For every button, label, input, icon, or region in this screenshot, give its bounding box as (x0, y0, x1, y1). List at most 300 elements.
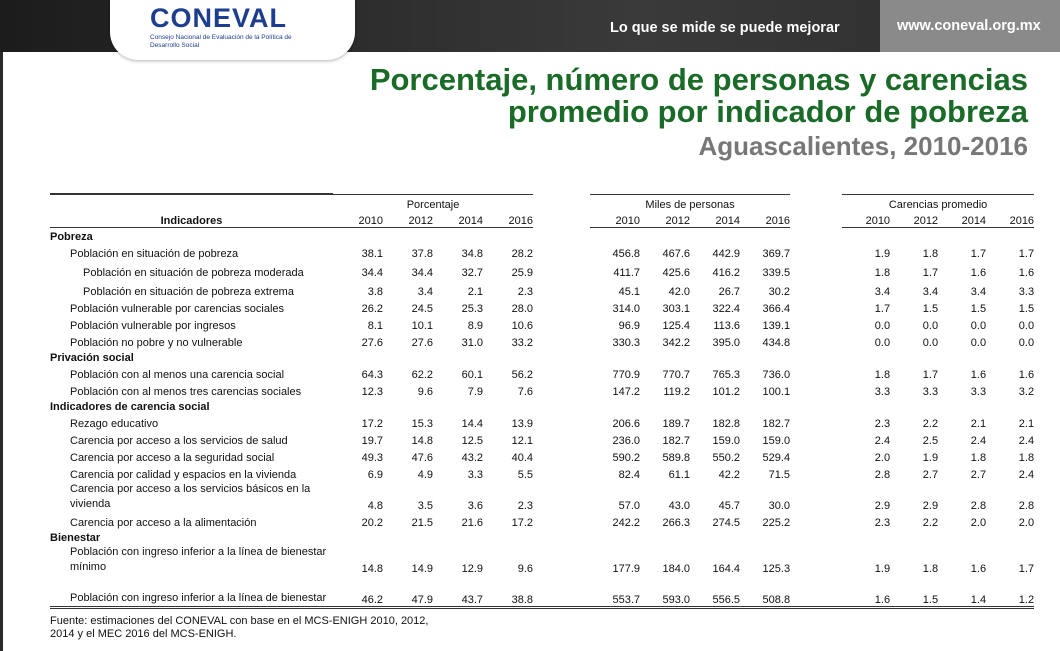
value-cell-miles: 266.3 (662, 516, 691, 529)
spacer-cell (790, 194, 842, 211)
value-cell-pct: 3.4 (417, 285, 433, 298)
value-cell-miles: 366.4 (762, 302, 791, 315)
value-cell-pct: 7.6 (517, 385, 534, 398)
value-cell-car: 1.6 (842, 575, 890, 608)
value-cell-miles: 456.8 (612, 247, 641, 260)
table-row (50, 430, 1034, 447)
value-cell-car: 2.9 (874, 499, 891, 512)
spacer-cell (533, 447, 590, 464)
value-cell-miles: 61.1 (668, 468, 691, 481)
value-cell-miles: 177.9 (612, 562, 641, 575)
value-cell-miles: 45.1 (618, 285, 641, 298)
value-cell-pct: 26.2 (361, 302, 383, 315)
row-label: Población no pobre y no vulnerable (70, 336, 243, 349)
value-cell-miles: 411.7 (613, 266, 641, 279)
value-cell-car: 2.1 (1018, 417, 1035, 430)
value-cell-car: 2.3 (874, 417, 891, 430)
value-cell-pct: 60.1 (461, 368, 483, 381)
value-cell-pct: 14.9 (411, 562, 433, 575)
value-cell-pct: 12.5 (461, 434, 483, 447)
value-cell-miles: 96.9 (618, 319, 641, 332)
section-title: Pobreza (50, 230, 93, 243)
value-cell-pct: 34.4 (361, 266, 383, 279)
value-cell-pct: 34.4 (411, 266, 433, 279)
row-label: Rezago educativo (70, 417, 159, 430)
value-cell-pct: 10.6 (511, 319, 534, 332)
value-cell-miles: 113.6 (713, 319, 741, 332)
value-cell-pct: 40.4 (511, 451, 534, 464)
value-cell-car: 3.3 (1018, 285, 1035, 298)
value-cell-pct: 2.1 (467, 285, 483, 298)
value-cell-car: 1.7 (922, 266, 939, 279)
value-cell-car: 3.4 (874, 285, 891, 298)
value-cell-pct: 38.1 (361, 247, 383, 260)
value-cell-miles: 30.0 (768, 499, 791, 512)
spacer-cell (533, 298, 590, 315)
value-cell-car: 3.4 (970, 285, 987, 298)
value-cell-car: 2.9 (922, 499, 939, 512)
value-cell-miles: 147.2 (612, 385, 641, 398)
section-title: Indicadores de carencia social (50, 400, 210, 413)
site-url[interactable]: www.coneval.org.mx (897, 18, 1041, 34)
value-cell-miles: 330.3 (612, 336, 641, 349)
value-cell-miles: 553.7 (590, 575, 640, 608)
value-cell-car: 1.5 (922, 302, 939, 315)
value-cell-car: 1.9 (874, 562, 891, 575)
year-header: 2012 (640, 211, 690, 228)
value-cell-pct: 46.2 (333, 575, 383, 608)
row-label: Población con al menos tres carencias sociales (70, 385, 302, 398)
title-line-2: promedio por indicador de pobreza (507, 94, 1028, 129)
value-cell-miles: 529.4 (762, 451, 791, 464)
spacer-cell (533, 279, 590, 298)
slogan: Lo que se mide se puede mejorar (610, 20, 840, 36)
value-cell-pct: 4.8 (367, 499, 383, 512)
value-cell-car: 2.0 (1018, 516, 1035, 529)
row-label: Carencia por acceso a los servicios básicos en la vivienda (70, 482, 311, 510)
footnote-line-2: 2014 y el MEC 2016 del MCS-ENIGH. (50, 628, 237, 640)
row-label: Población con ingreso inferior a la línea de bienestar mínimo (70, 545, 327, 573)
page-title (370, 64, 1028, 128)
value-cell-car: 1.8 (922, 562, 939, 575)
value-cell-miles: 369.7 (762, 247, 791, 260)
value-cell-miles: 314.0 (612, 302, 641, 315)
value-cell-car: 2.0 (874, 451, 891, 464)
value-cell-car: 3.3 (874, 385, 891, 398)
value-cell-pct: 3.6 (467, 499, 483, 512)
value-cell-car: 2.4 (1018, 434, 1035, 447)
value-cell-pct: 13.9 (511, 417, 534, 430)
spacer-cell (790, 211, 842, 228)
group-header: Porcentaje (333, 194, 533, 211)
year-header: 2012 (890, 211, 938, 228)
value-cell-miles: 182.7 (762, 417, 791, 430)
coneval-logo[interactable] (110, 0, 355, 60)
year-header: 2014 (433, 211, 483, 228)
value-cell-miles: 442.9 (712, 247, 741, 260)
section-filler (333, 227, 1034, 243)
value-cell-pct: 34.8 (461, 247, 483, 260)
year-header: 2012 (383, 211, 433, 228)
value-cell-miles: 236.0 (612, 434, 641, 447)
year-header: 2016 (740, 211, 790, 228)
group-header: Carencias promedio (842, 194, 1034, 211)
value-cell-miles: 550.2 (712, 451, 741, 464)
value-cell-car: 3.3 (922, 385, 939, 398)
row-label: Carencia por acceso a la alimentación (70, 516, 257, 529)
spacer-cell (533, 260, 590, 279)
value-cell-car: 1.6 (970, 562, 987, 575)
row-label: Carencia por acceso a los servicios de salud (70, 434, 288, 447)
section-row (50, 227, 1034, 243)
spacer-cell (790, 512, 842, 529)
value-cell-miles: 342.2 (662, 336, 691, 349)
value-cell-car: 0.0 (874, 319, 891, 332)
spacer-cell (533, 464, 590, 481)
section-filler (333, 349, 1034, 364)
value-cell-miles: 82.4 (618, 468, 641, 481)
value-cell-miles: 100.1 (762, 385, 791, 398)
value-cell-miles: 416.2 (712, 266, 741, 279)
value-cell-pct: 14.8 (361, 562, 383, 575)
year-header: 2014 (938, 211, 986, 228)
value-cell-car: 1.8 (1018, 451, 1035, 464)
value-cell-miles: 339.5 (762, 266, 791, 279)
value-cell-car: 1.4 (938, 575, 986, 608)
spacer-cell (533, 413, 590, 430)
value-cell-car: 0.0 (922, 336, 939, 349)
value-cell-car: 1.9 (922, 451, 939, 464)
spacer-cell (533, 544, 590, 575)
value-cell-miles: 164.4 (712, 562, 741, 575)
value-cell-pct: 33.2 (511, 336, 534, 349)
value-cell-pct: 43.7 (433, 575, 483, 608)
value-cell-miles: 184.0 (662, 562, 691, 575)
table-row (50, 464, 1034, 481)
value-cell-miles: 590.2 (612, 451, 641, 464)
value-cell-car: 1.8 (874, 368, 891, 381)
spacer-cell (533, 364, 590, 381)
value-cell-miles: 189.7 (662, 417, 691, 430)
year-header: 2010 (333, 211, 383, 228)
spacer-cell (790, 544, 842, 575)
value-cell-miles: 101.2 (712, 385, 741, 398)
spacer-cell (533, 315, 590, 332)
value-cell-car: 2.4 (874, 434, 891, 447)
value-cell-pct: 49.3 (361, 451, 383, 464)
value-cell-car: 2.4 (1018, 468, 1035, 481)
value-cell-miles: 159.0 (762, 434, 791, 447)
value-cell-pct: 19.7 (361, 434, 383, 447)
value-cell-car: 1.2 (986, 575, 1034, 608)
value-cell-miles: 119.2 (663, 385, 691, 398)
spacer-cell (790, 575, 842, 608)
value-cell-pct: 8.1 (367, 319, 383, 332)
year-header: 2010 (590, 211, 640, 228)
row-label: Población con ingreso inferior a la línea de bienestar (50, 575, 333, 608)
row-label: Población en situación de pobreza moderada (83, 266, 304, 279)
value-cell-car: 1.7 (1018, 562, 1035, 575)
value-cell-miles: 125.3 (762, 562, 791, 575)
value-cell-pct: 12.1 (511, 434, 534, 447)
table-row (50, 512, 1034, 529)
value-cell-miles: 274.5 (712, 516, 741, 529)
value-cell-car: 2.3 (874, 516, 891, 529)
value-cell-pct: 2.3 (517, 285, 534, 298)
value-cell-car: 1.5 (890, 575, 938, 608)
table-row (50, 364, 1034, 381)
value-cell-miles: 589.8 (662, 451, 691, 464)
value-cell-car: 0.0 (1018, 336, 1035, 349)
row-label: Carencia por calidad y espacios en la vivienda (70, 468, 297, 481)
spacer-cell (790, 430, 842, 447)
value-cell-car: 2.8 (1018, 499, 1035, 512)
value-cell-pct: 25.9 (511, 266, 534, 279)
value-cell-pct: 7.9 (467, 385, 483, 398)
value-cell-pct: 31.0 (461, 336, 483, 349)
value-cell-pct: 25.3 (461, 302, 483, 315)
value-cell-pct: 2.3 (517, 499, 534, 512)
row-label: Población vulnerable por ingresos (70, 319, 236, 332)
row-label: Población con al menos una carencia social (70, 368, 285, 381)
value-cell-miles: 45.7 (718, 499, 741, 512)
value-cell-car: 0.0 (970, 336, 987, 349)
indicator-header: Indicadores (50, 194, 333, 227)
value-cell-car: 3.3 (970, 385, 987, 398)
spacer-cell (790, 332, 842, 349)
spacer-cell (790, 315, 842, 332)
value-cell-car: 2.0 (970, 516, 987, 529)
table-row (50, 544, 1034, 575)
value-cell-miles: 593.0 (640, 575, 690, 608)
value-cell-car: 1.6 (970, 266, 987, 279)
year-header: 2010 (842, 211, 890, 228)
spacer-cell (533, 430, 590, 447)
footnote-line-1: Fuente: estimaciones del CONEVAL con base en el MCS-ENIGH 2010, 2012, (50, 615, 429, 627)
value-cell-pct: 10.1 (411, 319, 433, 332)
value-cell-pct: 37.8 (411, 247, 433, 260)
section-title: Privación social (50, 351, 134, 364)
value-cell-miles: 770.7 (662, 368, 691, 381)
value-cell-pct: 43.2 (461, 451, 483, 464)
value-cell-miles: 765.3 (712, 368, 741, 381)
value-cell-car: 1.6 (970, 368, 987, 381)
value-cell-car: 1.6 (1018, 368, 1035, 381)
footnote (50, 615, 428, 641)
value-cell-car: 1.7 (922, 368, 939, 381)
value-cell-car: 0.0 (1018, 319, 1035, 332)
group-header: Miles de personas (590, 194, 790, 211)
value-cell-car: 2.2 (922, 516, 939, 529)
spacer-cell (790, 364, 842, 381)
year-header: 2014 (690, 211, 740, 228)
table-row (50, 298, 1034, 315)
row-label: Población en situación de pobreza (70, 247, 239, 260)
spacer-cell (790, 298, 842, 315)
value-cell-miles: 467.6 (662, 247, 691, 260)
value-cell-car: 1.8 (970, 451, 987, 464)
value-cell-miles: 182.8 (712, 417, 741, 430)
value-cell-car: 0.0 (874, 336, 891, 349)
value-cell-car: 1.6 (1018, 266, 1035, 279)
value-cell-car: 3.4 (922, 285, 939, 298)
poverty-indicators-table (50, 193, 1034, 609)
table-row (50, 575, 1034, 608)
value-cell-miles: 125.4 (662, 319, 691, 332)
value-cell-miles: 556.5 (690, 575, 740, 608)
value-cell-pct: 12.3 (361, 385, 383, 398)
value-cell-pct: 28.2 (511, 247, 534, 260)
value-cell-miles: 139.1 (762, 319, 791, 332)
value-cell-car: 1.9 (874, 247, 891, 260)
value-cell-pct: 9.6 (517, 562, 534, 575)
value-cell-car: 1.8 (922, 247, 939, 260)
row-label: Población en situación de pobreza extrema (83, 285, 294, 298)
spacer-cell (790, 464, 842, 481)
value-cell-miles: 182.7 (662, 434, 691, 447)
value-cell-pct: 27.6 (361, 336, 383, 349)
value-cell-car: 1.7 (970, 247, 987, 260)
value-cell-pct: 38.8 (483, 575, 533, 608)
spacer-cell (533, 575, 590, 608)
value-cell-miles: 43.0 (668, 499, 691, 512)
value-cell-pct: 8.9 (467, 319, 483, 332)
spacer-cell (790, 413, 842, 430)
value-cell-pct: 3.5 (417, 499, 433, 512)
table-row (50, 315, 1034, 332)
table-row (50, 447, 1034, 464)
spacer-cell (790, 279, 842, 298)
value-cell-car: 2.4 (970, 434, 987, 447)
spacer-cell (790, 260, 842, 279)
row-label: Carencia por acceso a la seguridad social (70, 451, 275, 464)
value-cell-miles: 434.8 (762, 336, 791, 349)
value-cell-pct: 21.5 (411, 516, 433, 529)
title-line-1: Porcentaje, número de personas y carencias (369, 62, 1028, 97)
value-cell-pct: 15.3 (411, 417, 433, 430)
value-cell-miles: 395.0 (712, 336, 741, 349)
value-cell-pct: 5.5 (517, 468, 534, 481)
value-cell-miles: 322.4 (712, 302, 741, 315)
value-cell-car: 2.2 (922, 417, 939, 430)
logo-wordmark: CONEVAL (150, 3, 288, 33)
left-border (0, 52, 3, 651)
value-cell-car: 2.7 (970, 468, 987, 481)
section-filler (333, 398, 1034, 413)
value-cell-miles: 206.6 (612, 417, 641, 430)
value-cell-car: 3.2 (1018, 385, 1035, 398)
spacer-cell (790, 447, 842, 464)
value-cell-miles: 425.6 (662, 266, 691, 279)
spacer-cell (533, 381, 590, 398)
value-cell-car: 2.5 (922, 434, 939, 447)
value-cell-car: 1.5 (1018, 302, 1035, 315)
value-cell-car: 1.5 (970, 302, 987, 315)
value-cell-pct: 6.9 (367, 468, 383, 481)
value-cell-pct: 47.9 (383, 575, 433, 608)
table-row (50, 243, 1034, 260)
value-cell-pct: 9.6 (417, 385, 433, 398)
table-row (50, 332, 1034, 349)
section-row (50, 529, 1034, 544)
value-cell-car: 1.7 (1018, 247, 1035, 260)
section-row (50, 349, 1034, 364)
value-cell-car: 2.7 (922, 468, 939, 481)
value-cell-pct: 64.3 (361, 368, 383, 381)
value-cell-miles: 736.0 (762, 368, 791, 381)
table-row (50, 413, 1034, 430)
section-filler (333, 529, 1034, 544)
value-cell-pct: 14.8 (411, 434, 433, 447)
value-cell-car: 0.0 (922, 319, 939, 332)
year-header: 2016 (483, 211, 533, 228)
value-cell-pct: 56.2 (511, 368, 534, 381)
value-cell-pct: 32.7 (461, 266, 483, 279)
value-cell-miles: 42.2 (718, 468, 741, 481)
page-subtitle: Aguascalientes, 2010-2016 (698, 131, 1028, 161)
table-row (50, 481, 1034, 512)
spacer-cell (533, 194, 590, 211)
value-cell-pct: 14.4 (461, 417, 483, 430)
value-cell-miles: 71.5 (768, 468, 791, 481)
value-cell-pct: 27.6 (411, 336, 433, 349)
value-cell-miles: 26.7 (718, 285, 741, 298)
value-cell-pct: 20.2 (361, 516, 383, 529)
value-cell-car: 0.0 (970, 319, 987, 332)
value-cell-pct: 4.9 (417, 468, 433, 481)
value-cell-pct: 21.6 (461, 516, 483, 529)
year-header: 2016 (986, 211, 1034, 228)
value-cell-pct: 24.5 (411, 302, 433, 315)
table-row (50, 381, 1034, 398)
value-cell-pct: 12.9 (461, 562, 483, 575)
spacer-cell (533, 481, 590, 512)
value-cell-pct: 17.2 (511, 516, 534, 529)
value-cell-miles: 42.0 (668, 285, 691, 298)
value-cell-car: 2.1 (970, 417, 987, 430)
value-cell-miles: 159.0 (712, 434, 741, 447)
section-title: Bienestar (50, 531, 101, 544)
row-label: Población vulnerable por carencias sociales (70, 302, 285, 315)
value-cell-pct: 17.2 (361, 417, 383, 430)
spacer-cell (533, 332, 590, 349)
spacer-cell (790, 481, 842, 512)
section-row (50, 398, 1034, 413)
value-cell-miles: 242.2 (612, 516, 641, 529)
value-cell-pct: 3.8 (367, 285, 383, 298)
table-row (50, 260, 1034, 279)
value-cell-car: 1.8 (874, 266, 891, 279)
value-cell-miles: 30.2 (768, 285, 791, 298)
value-cell-car: 1.7 (874, 302, 891, 315)
table-row (50, 279, 1034, 298)
header-row-groups (50, 194, 1034, 211)
value-cell-pct: 28.0 (511, 302, 534, 315)
logo-subtitle: Consejo Nacional de Evaluación de la Política de Desarrollo Social (150, 34, 292, 49)
value-cell-car: 2.8 (874, 468, 891, 481)
value-cell-pct: 3.3 (467, 468, 483, 481)
spacer-cell (790, 381, 842, 398)
value-cell-car: 2.8 (970, 499, 987, 512)
spacer-cell (533, 211, 590, 228)
spacer-cell (533, 512, 590, 529)
spacer-cell (790, 243, 842, 260)
value-cell-miles: 57.0 (618, 499, 641, 512)
url-box[interactable] (880, 0, 1060, 52)
spacer-cell (533, 243, 590, 260)
value-cell-miles: 225.2 (762, 516, 791, 529)
value-cell-miles: 770.9 (612, 368, 641, 381)
